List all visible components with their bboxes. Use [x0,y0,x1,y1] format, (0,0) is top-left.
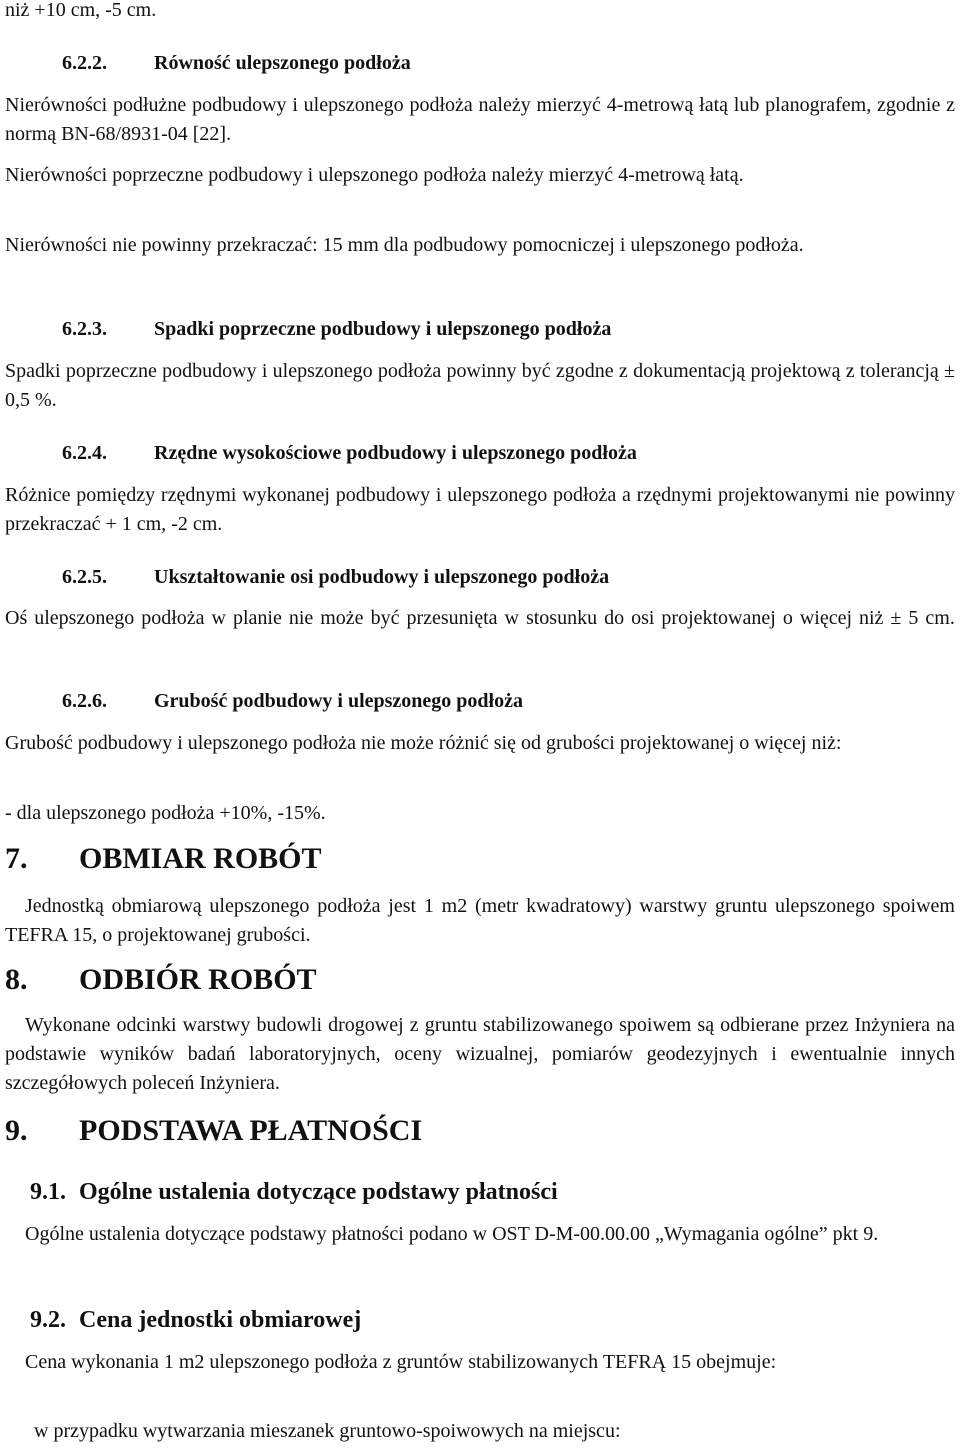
heading-6-2-5 [62,563,609,592]
paragraph-7: Jednostką obmiarową ulepszonego podłoża jest 1 m2 (metr kwadratowy) warstwy gruntu ulepszonego spoiwem TEFRA 15, o projektowanej grubości. [5,895,955,946]
heading-number: 9.1. [30,1179,66,1205]
paragraph-top-fragment: niż +10 cm, -5 cm. [5,0,157,21]
heading-6-2-6 [62,687,523,716]
heading-9 [5,1113,422,1149]
heading-title: Grubość podbudowy i ulepszonego podłoża [154,690,523,712]
heading-title: ODBIÓR ROBÓT [79,963,317,996]
heading-title: Ogólne ustalenia dotyczące podstawy płatności [79,1179,558,1205]
paragraph-6-2-2-b: Nierówności poprzeczne podbudowy i ulepszonego podłoża należy mierzyć 4-metrową łatą. [5,164,744,186]
heading-number: 6.2.2. [62,52,107,74]
heading-9-2 [30,1305,361,1335]
paragraph-6-2-3: Spadki poprzeczne podbudowy i ulepszonego podłoża powinny być zgodne z dokumentacją projektową z tolerancją ± 0,5 %. [5,360,955,411]
heading-title: Równość ulepszonego podłoża [154,52,411,74]
heading-title: OBMIAR ROBÓT [79,842,322,875]
heading-number: 6.2.6. [62,690,107,712]
paragraph-6-2-2-c: Nierówności nie powinny przekraczać: 15 mm dla podbudowy pomocniczej i ulepszonego podłoża. [5,234,804,256]
paragraph-9-1: Ogólne ustalenia dotyczące podstawy płatności podano w OST D-M-00.00.00 „Wymagania ogólne” pkt 9. [25,1223,879,1245]
heading-title: PODSTAWA PŁATNOŚCI [79,1114,423,1147]
heading-number: 9.2. [30,1307,66,1333]
paragraph-6-2-6-a: Grubość podbudowy i ulepszonego podłoża nie może różnić się od grubości projektowanej o więcej niż: [5,732,842,754]
heading-number: 9. [5,1114,28,1147]
heading-8 [5,962,317,998]
paragraph-6-2-5: Oś ulepszonego podłoża w planie nie może być przesunięta w stosunku do osi projektowanej o więcej niż ± 5 cm. [5,607,955,629]
heading-title: Ukształtowanie osi podbudowy i ulepszonego podłoża [154,566,610,588]
heading-7 [5,841,322,877]
heading-number: 6.2.4. [62,442,107,464]
heading-number: 6.2.5. [62,566,107,588]
paragraph-6-2-4: Różnice pomiędzy rzędnymi wykonanej podbudowy i ulepszonego podłoża a rzędnymi projektowanymi nie powinny przekraczać + 1 cm, -2 cm. [5,484,955,535]
heading-6-2-2 [62,49,411,78]
paragraph-6-2-2-a: Nierówności podłużne podbudowy i ulepszonego podłoża należy mierzyć 4-metrową łatą lub planografem, zgodnie z normą BN-68/8931-04 [22]. [5,94,955,145]
heading-title: Rzędne wysokościowe podbudowy i ulepszonego podłoża [154,442,637,464]
paragraph-8: Wykonane odcinki warstwy budowli drogowej z gruntu stabilizowanego spoiwem są odbierane przez Inżyniera na podstawie wyników badań laboratoryjnych, oceny wizualnej, pomiarów geodezyjnych i ewentualnie innych szczegółowych poleceń Inżyniera. [5,1014,955,1094]
paragraph-6-2-6-b: - dla ulepszonego podłoża +10%, -15%. [5,802,326,824]
heading-number: 6.2.3. [62,318,107,340]
heading-title: Spadki poprzeczne podbudowy i ulepszonego podłoża [154,318,612,340]
heading-9-1 [30,1177,558,1207]
paragraph-9-2-b: w przypadku wytwarzania mieszanek gruntowo-spoiwowych na miejscu: [34,1420,621,1442]
heading-6-2-3 [62,315,611,344]
heading-number: 7. [5,842,28,875]
heading-6-2-4 [62,439,637,468]
heading-title: Cena jednostki obmiarowej [79,1307,362,1333]
paragraph-9-2-a: Cena wykonania 1 m2 ulepszonego podłoża z gruntów stabilizowanych TEFRĄ 15 obejmuje: [25,1351,777,1373]
heading-number: 8. [5,963,28,996]
